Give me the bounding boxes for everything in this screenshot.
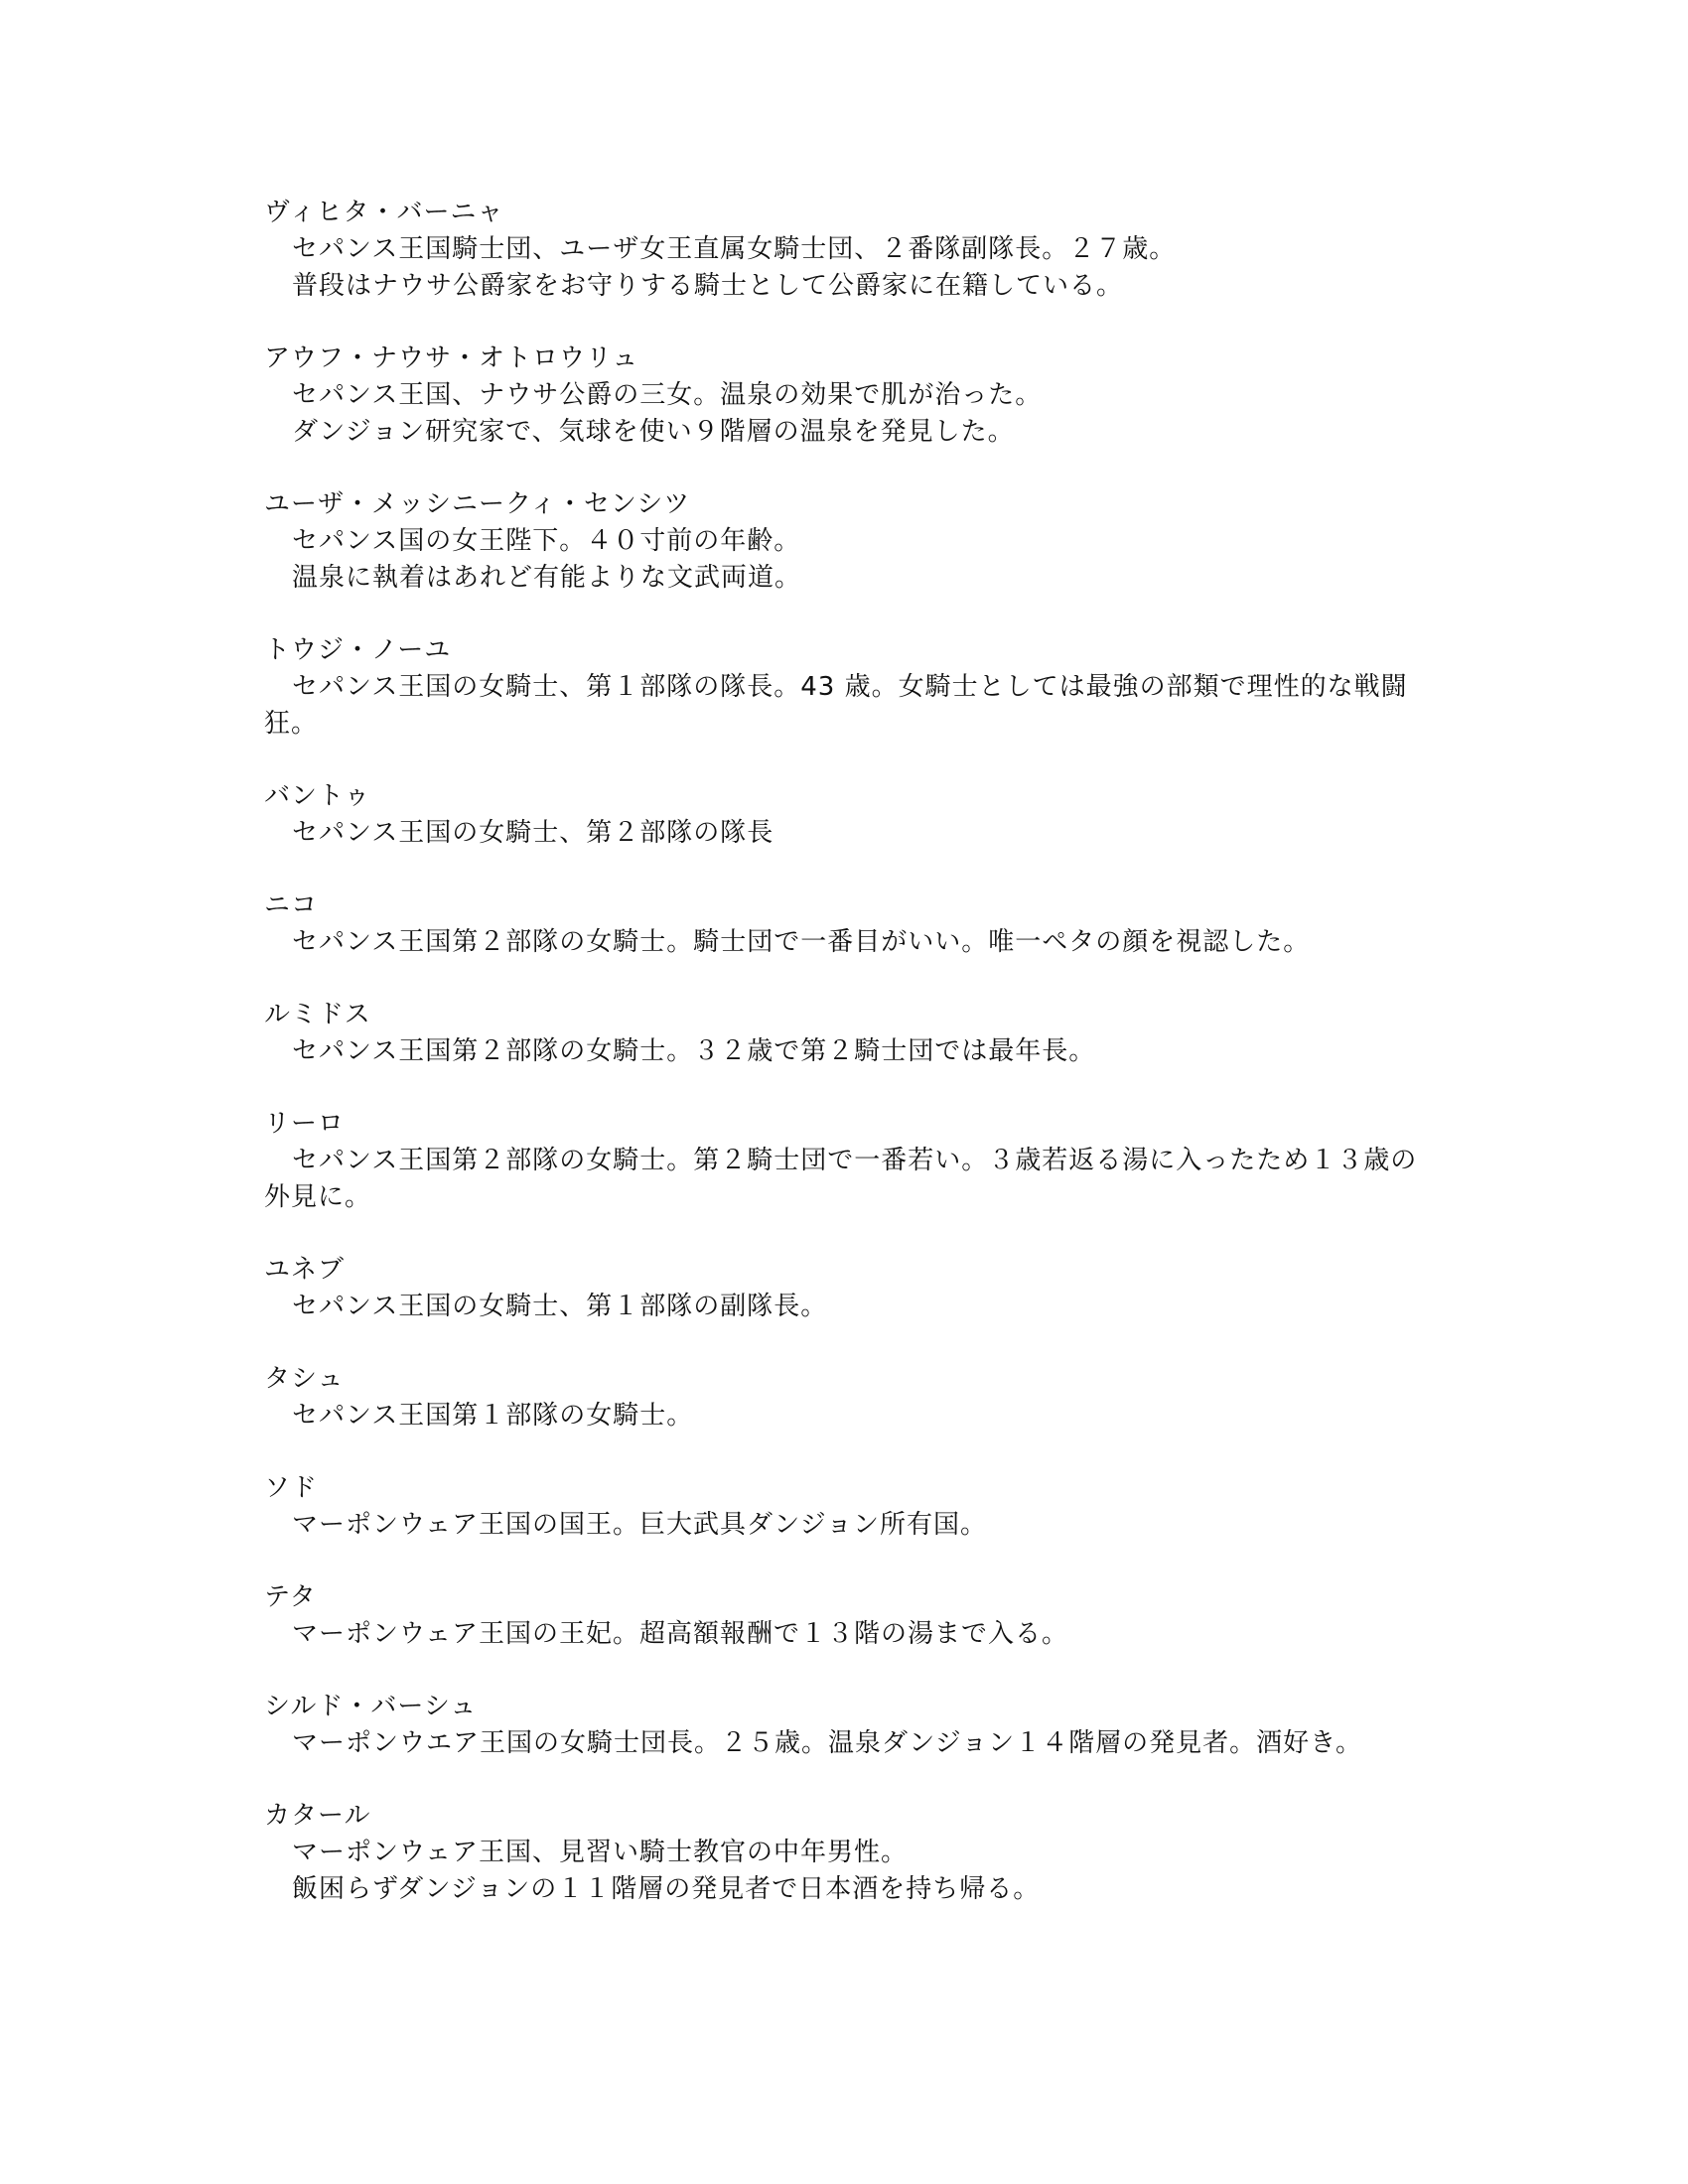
character-description: セパンス王国騎士団、ユーザ女王直属女騎士団、２番隊副隊長。２７歳。 xyxy=(292,234,1177,264)
character-name: ヴィヒタ・バーニャ xyxy=(264,198,504,227)
character-name: アウフ・ナウサ・オトロウリュ xyxy=(264,343,639,373)
character-entry xyxy=(264,887,1426,961)
character-description: マーポンウエア王国の女騎士団長。２５歳。温泉ダンジョン１４階層の発見者。酒好き。 xyxy=(292,1728,1363,1758)
character-description: 普段はナウサ公爵家をお守りする騎士として公爵家に在籍している。 xyxy=(292,271,1124,301)
character-description: セパンス国の女王陛下。４０寸前の年齢。 xyxy=(292,526,801,556)
character-description: セパンス王国の女騎士、第１部隊の隊長。43 歳。女騎士としては最強の部類で理性的な戦闘狂。 xyxy=(264,672,1408,739)
character-description: セパンス王国、ナウサ公爵の三女。温泉の効果で肌が治った。 xyxy=(292,380,1043,410)
character-entry xyxy=(264,486,1426,597)
character-entry xyxy=(264,778,1426,852)
character-entry xyxy=(264,632,1426,743)
character-description: 温泉に執着はあれど有能よりな文武両道。 xyxy=(292,563,802,593)
character-entry xyxy=(264,1798,1426,1908)
character-name: ソド xyxy=(264,1473,319,1503)
character-entry xyxy=(264,1106,1426,1216)
character-name: ルミドス xyxy=(264,1000,371,1029)
character-name: トウジ・ノーユ xyxy=(264,635,452,665)
character-name: バントゥ xyxy=(264,781,371,811)
character-name: ユーザ・メッシニークィ・センシツ xyxy=(264,489,691,519)
character-name: カタール xyxy=(264,1801,371,1831)
character-entry xyxy=(264,195,1426,305)
character-name: リーロ xyxy=(264,1109,346,1139)
character-entry xyxy=(264,1689,1426,1762)
character-description: セパンス王国第２部隊の女騎士。第２騎士団で一番若い。３歳若返る湯に入ったため１３歳の外見に。 xyxy=(264,1146,1418,1212)
character-entry xyxy=(264,1579,1426,1653)
character-name: タシュ xyxy=(264,1364,345,1394)
character-description: ダンジョン研究家で、気球を使い９階層の温泉を発見した。 xyxy=(292,417,1015,447)
character-entry xyxy=(264,997,1426,1070)
character-entry xyxy=(264,1470,1426,1544)
character-name: テタ xyxy=(264,1582,317,1612)
character-description: セパンス王国第２部隊の女騎士。騎士団で一番目がいい。唯一ペタの顔を視認した。 xyxy=(292,927,1311,957)
character-description: マーポンウェア王国の国王。巨大武具ダンジョン所有国。 xyxy=(292,1510,988,1540)
character-entry xyxy=(264,341,1426,451)
character-description: セパンス王国第１部隊の女騎士。 xyxy=(292,1401,694,1431)
character-name: シルド・バーシュ xyxy=(264,1692,478,1721)
character-entry xyxy=(264,1361,1426,1434)
character-description: 飯困らずダンジョンの１１階層の発見者で日本酒を持ち帰る。 xyxy=(292,1874,1041,1904)
character-description: セパンス王国第２部隊の女騎士。３２歳で第２騎士団では最年長。 xyxy=(292,1036,1096,1066)
character-entry xyxy=(264,1252,1426,1325)
character-description: マーポンウェア王国の王妃。超高額報酬で１３階の湯まで入る。 xyxy=(292,1619,1068,1649)
character-list xyxy=(264,195,1426,1944)
character-name: ユネブ xyxy=(264,1255,346,1285)
character-description: セパンス王国の女騎士、第２部隊の隊長 xyxy=(292,818,774,848)
character-description: マーポンウェア王国、見習い騎士教官の中年男性。 xyxy=(292,1838,908,1867)
character-description: セパンス王国の女騎士、第１部隊の副隊長。 xyxy=(292,1292,828,1321)
character-name: ニコ xyxy=(264,890,319,920)
